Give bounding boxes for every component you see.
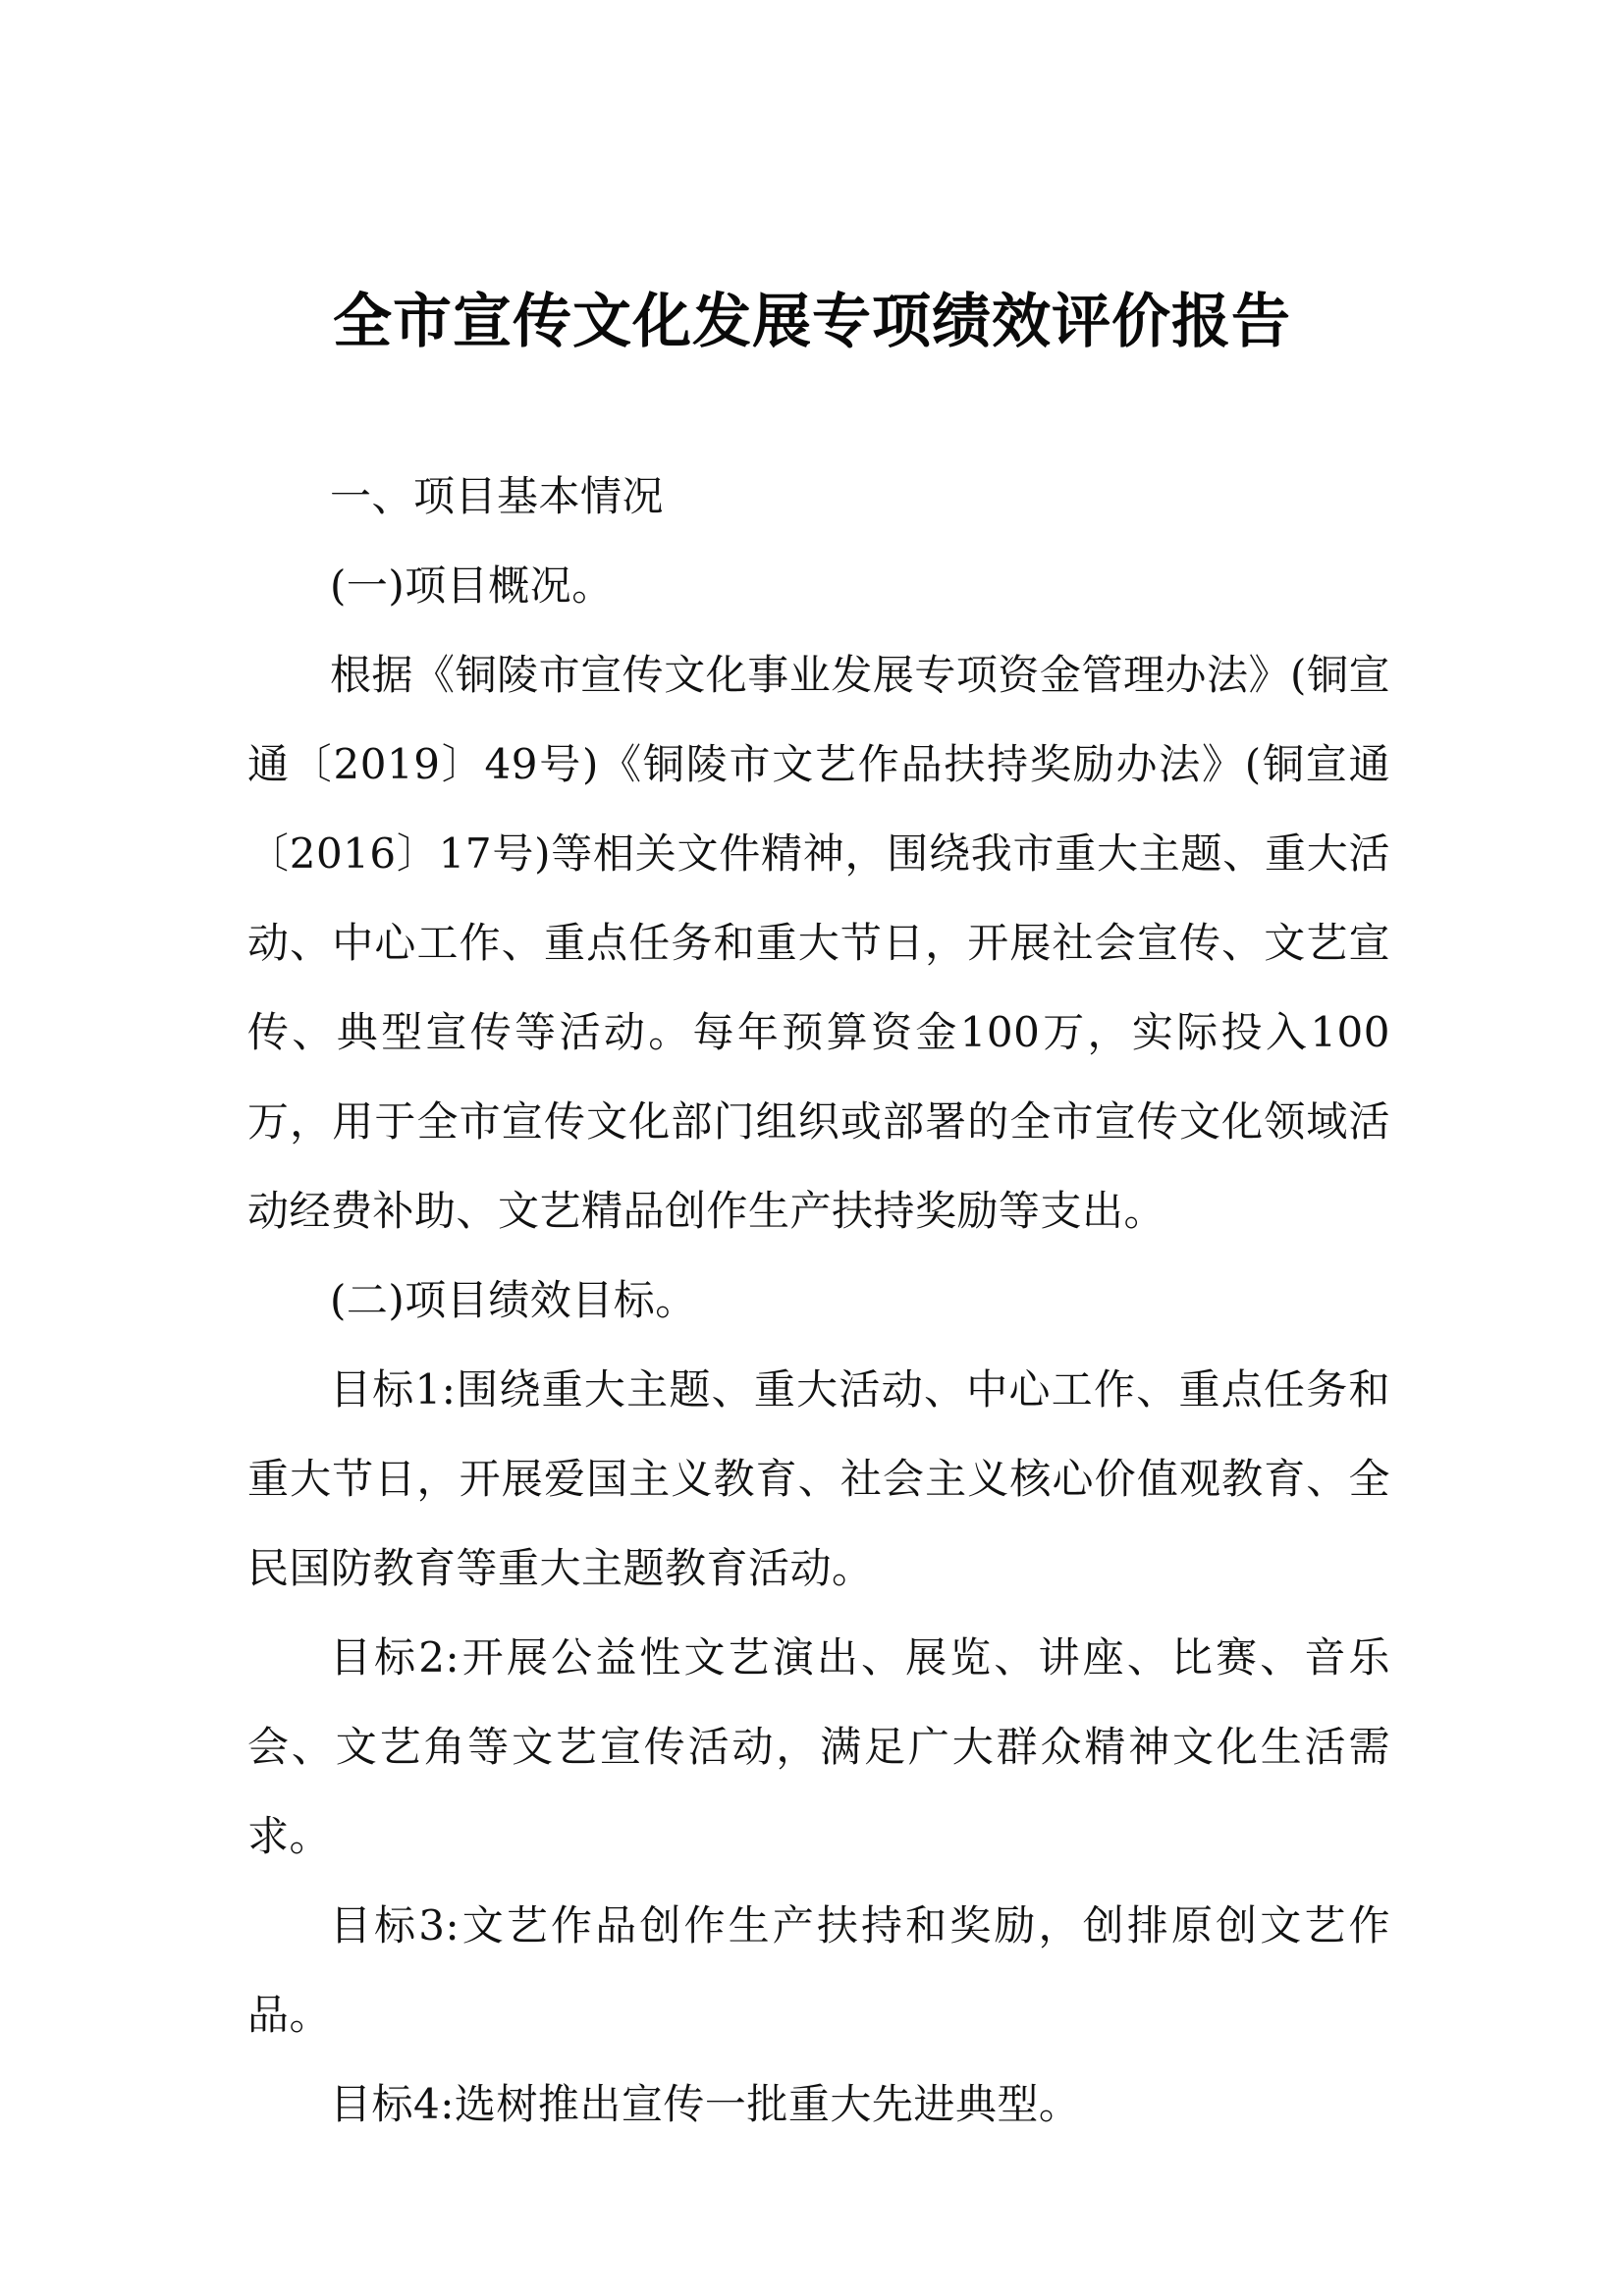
paragraph-goal-4: 目标4:选树推出宣传一批重大先进典型。 (330, 2080, 1081, 2128)
subsection-heading-project-overview: (一)项目概况。 (330, 561, 614, 610)
document-title: 全市宣传文化发展专项绩效评价报告 (333, 288, 1291, 356)
paragraph-goal-2: 目标2:开展公益性文艺演出、展览、讲座、比赛、音乐会、文艺角等文艺宣传活动，满足广大群众精神文化生活需求。 (247, 1633, 1390, 1860)
paragraph-goal-3: 目标3:文艺作品创作生产扶持和奖励，创排原创文艺作品。 (247, 1901, 1390, 2039)
paragraph-project-overview: 根据《铜陵市宣传文化事业发展专项资金管理办法》(铜宣通〔2019〕49号)《铜陵市文艺作品扶持奖励办法》(铜宣通〔2016〕17号)等相关文件精神，围绕我市重大主题、重大活动、中心工作、重点任务和重大节日，开展社会宣传、文艺宣传、典型宣传等活动。每年预算资金100万，实际投入100万，用于全市宣传文化部门组织或部署的全市宣传文化领域活动经费补助、文艺精品创作生产扶持奖励等支出。 (247, 651, 1390, 1235)
subsection-heading-performance-goals: (二)项目绩效目标。 (330, 1276, 697, 1324)
section-heading-project-basics: 一、项目基本情况 (330, 472, 665, 520)
paragraph-goal-1: 目标1:围绕重大主题、重大活动、中心工作、重点任务和重大节日，开展爱国主义教育、社会主义核心价值观教育、全民国防教育等重大主题教育活动。 (247, 1365, 1390, 1592)
